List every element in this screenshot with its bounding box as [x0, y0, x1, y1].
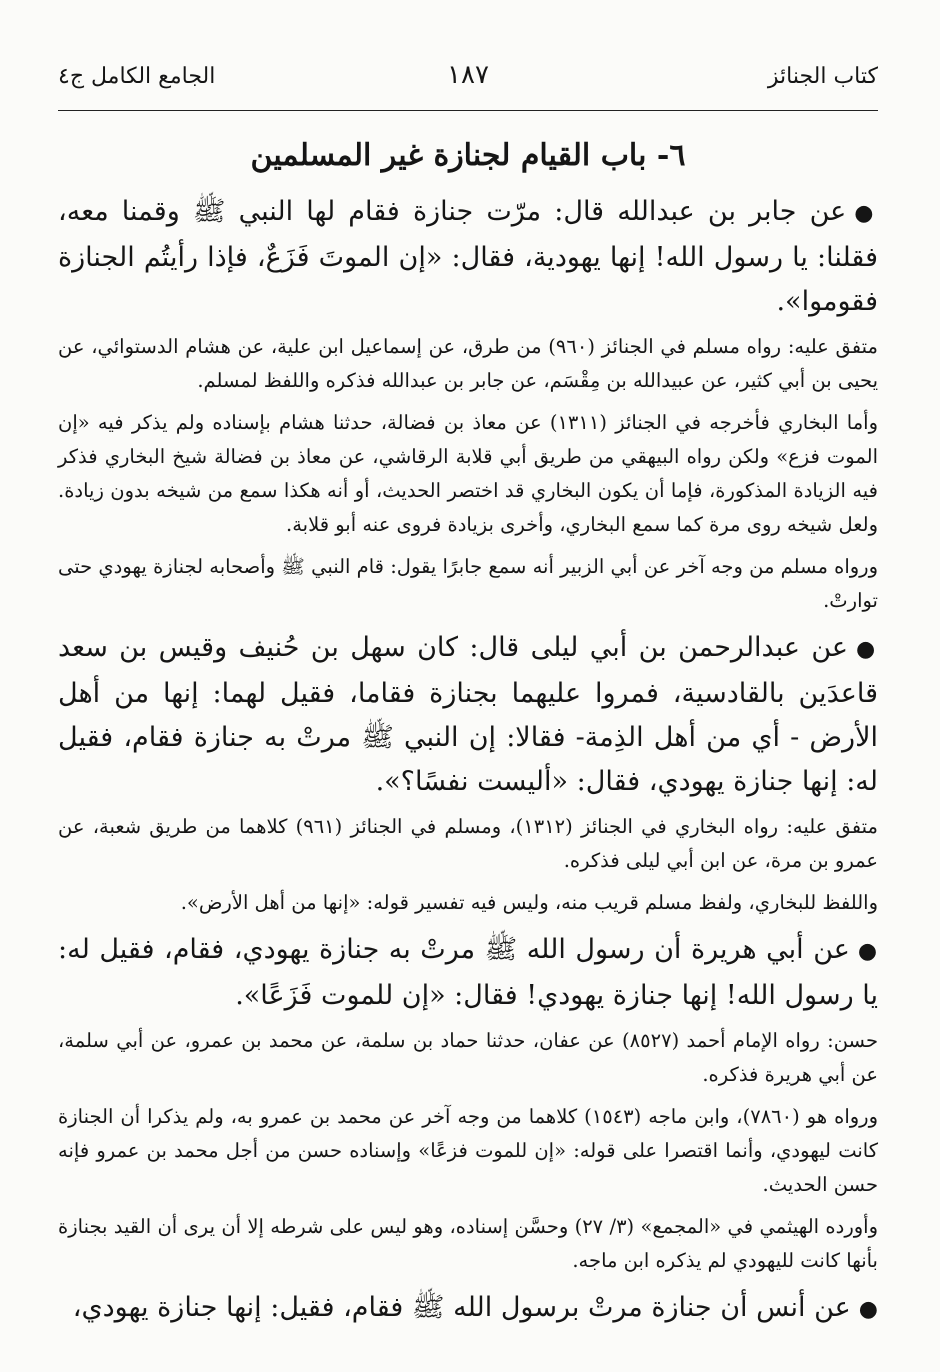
- page-number: ١٨٧: [447, 60, 489, 90]
- hadith-paragraph: [58, 1286, 878, 1332]
- takhrij-note: واللفظ للبخاري، ولفظ مسلم قريب منه، وليس فيه تفسير قوله: «إنها من أهل الأرض».: [180, 891, 878, 914]
- hadith-text: عن أنس أن جنازة مرتْ برسول الله ﷺ فقام، فقيل: إنها جنازة يهودي،: [72, 1292, 851, 1323]
- hadith-text: عن أبي هريرة أن رسول الله ﷺ مرتْ به جنازة يهودي، فقام، فقيل له: يا رسول الله! إنها جنازة يهودي! فقال: «إن للموت فَزَعًا».: [58, 934, 878, 1011]
- hadith-text: عن جابر بن عبدالله قال: مرّت جنازة فقام لها النبي ﷺ وقمنا معه، فقلنا: يا رسول الله! إنها يهودية، فقال: «إن الموتَ فَزَعٌ، فإذا رأيتُم الجنازة فقوموا».: [58, 196, 878, 317]
- hadith-text: عن عبدالرحمن بن أبي ليلى قال: كان سهل بن حُنيف وقيس بن سعد قاعدَين بالقادسية، فمروا عليهما بجنازة فقاما، فقيل لهما: إنها من أهل الأرض - أي من أهل الذِمة- فقالا: إن النبي ﷺ مرتْ به جنازة فقام، فقيل له: إنها جنازة يهودي، فقال: «أليست نفسًا؟».: [58, 632, 878, 797]
- takhrij-note: ورواه مسلم من وجه آخر عن أبي الزبير أنه سمع جابرًا يقول: قام النبي ﷺ وأصحابه لجنازة يهودي حتى توارتْ.: [58, 555, 878, 612]
- bullet-icon: ●: [858, 1297, 878, 1322]
- bullet-icon: ●: [854, 201, 878, 226]
- takhrij-note: متفق عليه: رواه البخاري في الجنائز (١٣١٢)، ومسلم في الجنائز (٩٦١) كلاهما من طريق شعبة، عن عمرو بن مرة، عن ابن أبي ليلى فذكره.: [58, 815, 878, 872]
- bullet-icon: ●: [856, 637, 878, 662]
- running-header: [58, 46, 878, 106]
- takhrij-note: حسن: رواه الإمام أحمد (٨٥٢٧) عن عفان، حدثنا حماد بن سلمة، عن محمد بن عمرو، عن أبي سلمة، عن أبي هريرة فذكره.: [58, 1029, 878, 1086]
- hadith-paragraph: [58, 928, 878, 1018]
- takhrij-note: متفق عليه: رواه مسلم في الجنائز (٩٦٠) من طرق، عن إسماعيل ابن علية، عن هشام الدستوائي، عن يحيى بن أبي كثير، عن عبيدالله بن مِقْسَم، عن جابر بن عبدالله فذكره واللفظ لمسلم.: [58, 335, 878, 392]
- book-title: كتاب الجنائز: [767, 64, 878, 89]
- takhrij-note: ورواه هو (٧٨٦٠)، وابن ماجه (١٥٤٣) كلاهما من وجه آخر عن محمد بن عمرو به، ولم يذكرا أن الجنازة كانت ليهودي، وأنما اقتصرا على قوله: «إن للموت فزعًا» وإسناده حسن من أجل محمد بن عمرو فإنه حسن الحديث.: [58, 1105, 878, 1196]
- hadith-paragraph: [58, 190, 878, 324]
- chapter-title: ٦- باب القيام لجنازة غير المسلمين: [250, 138, 686, 173]
- takhrij-note: وأما البخاري فأخرجه في الجنائز (١٣١١) عن معاذ بن فضالة، حدثنا هشام بإسناده ولم يذكر فيه «إن الموت فزع» ولكن رواه البيهقي من طريق أبي قلابة الرقاشي، عن معاذ بن فضالة شيخ البخاري فذكر فيه الزيادة المذكورة، فإما أن يكون البخاري قد اختصر الحديث، أو أنه هكذا سمع من شيخه بدون زيادة. ولعل شيخه روى مرة كما سمع البخاري، وأخرى بزيادة فروى عنه أبو قلابة.: [58, 411, 878, 536]
- page-body: [58, 128, 878, 1338]
- hadith-paragraph: [58, 626, 878, 804]
- takhrij-note: وأورده الهيثمي في «المجمع» (٣/ ٢٧) وحسَّن إسناده، وهو ليس على شرطه إلا أن يرى أن القيد بجنازة بأنها كانت لليهودي لم يذكره ابن ماجه.: [58, 1215, 878, 1272]
- collection-title: الجامع الكامل ج٤: [58, 64, 216, 89]
- bullet-icon: ●: [857, 939, 878, 964]
- header-rule: [58, 110, 878, 111]
